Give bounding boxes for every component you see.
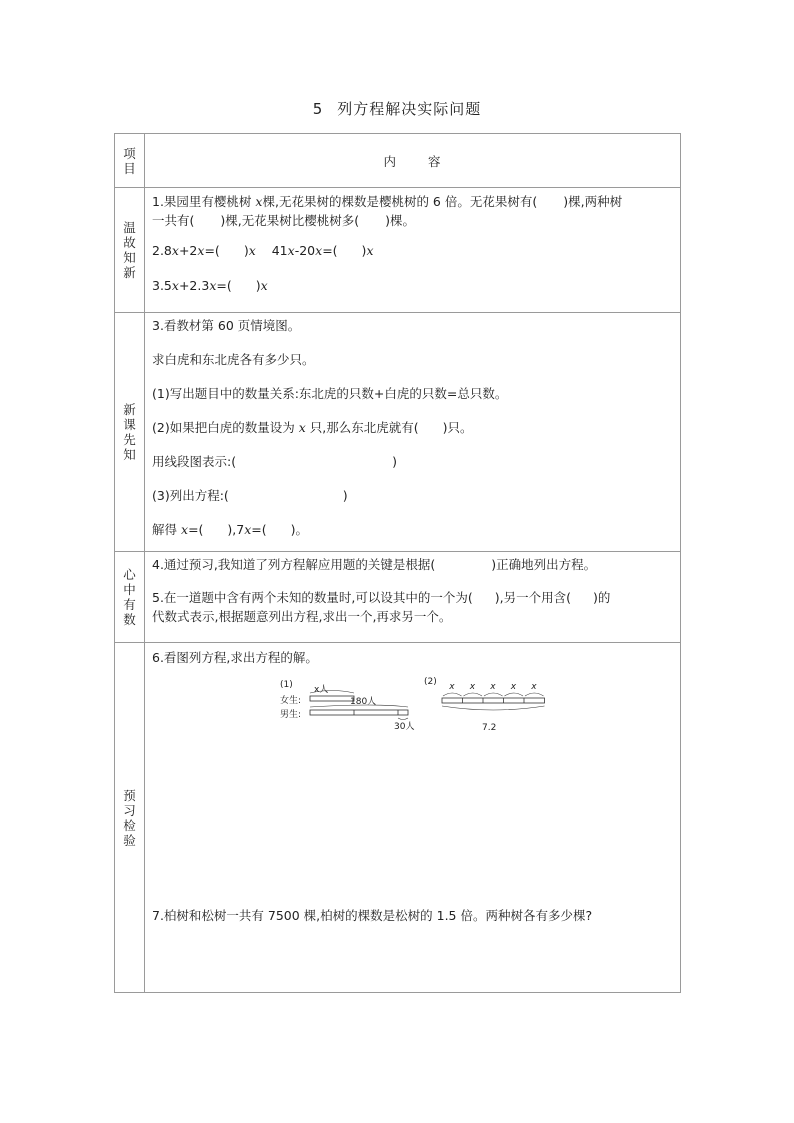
label-char: 课 [123, 417, 136, 432]
q6-text: 6.看图列方程,求出方程的解。 [152, 650, 318, 665]
title-number: 5 [312, 100, 324, 118]
text: 棵,无花果树的棵数是樱桃树的 6 倍。无花果树有( [262, 194, 538, 209]
step1-text: (1)写出题目中的数量关系:东北虎的只数+白虎的只数=总只数。 [152, 386, 508, 401]
text: 一共有( [152, 213, 195, 228]
text: +2.3 [178, 278, 210, 293]
preview-content [145, 313, 681, 552]
q7-text: 7.柏树和松树一共有 7500 棵,柏树的棵数是松树的 1.5 倍。两种树各有多少棵? [152, 908, 593, 923]
title-text: 列方程解决实际问题 [337, 100, 482, 118]
text: 5.在一道题中含有两个未知的数量时,可以设其中的一个为( [152, 590, 473, 605]
text: +2 [178, 243, 198, 258]
q5-line1 [152, 588, 672, 607]
segment-line [152, 452, 672, 471]
review-row [115, 188, 681, 313]
label-char: 习 [123, 802, 136, 818]
text: ),7 [227, 522, 245, 537]
text: ) [342, 488, 348, 503]
text: 3.5 [152, 278, 172, 293]
label-char: 检 [123, 817, 136, 833]
variable: x [287, 243, 295, 258]
segment-x-label: x [490, 682, 496, 692]
label-char: 心 [123, 567, 136, 582]
q5-line2: 代数式表示,根据题意列出方程,求出一个,再求另一个。 [152, 609, 452, 624]
text: 41 [271, 243, 288, 258]
text: ),另一个用含( [494, 590, 572, 605]
q1-line2 [152, 211, 672, 230]
variable: x [181, 522, 189, 537]
text: =( [251, 522, 267, 537]
header-row [115, 134, 681, 188]
label-char: 先 [123, 432, 136, 447]
header-content-char: 容 [428, 153, 441, 169]
text: )棵。 [385, 213, 416, 228]
preview-label [115, 313, 145, 552]
step2-line [152, 418, 672, 437]
variable: x [260, 278, 268, 293]
preview-row [115, 313, 681, 552]
variable: x [171, 243, 179, 258]
text: )棵,无花果树比樱桃树多( [220, 213, 360, 228]
label-char: 验 [123, 832, 136, 848]
segment-x-label: x [531, 682, 537, 692]
header-item-cell [115, 134, 145, 188]
variable: x [248, 243, 256, 258]
check-content [145, 643, 681, 993]
text: 只,那么东北虎就有( [309, 420, 419, 435]
segment-brace [505, 693, 524, 696]
label-char: 预 [123, 787, 136, 803]
page-title [0, 98, 794, 119]
mind-content [145, 552, 681, 643]
boys-bar [310, 710, 408, 715]
segment-brace [525, 693, 544, 696]
check-row [115, 643, 681, 993]
q1-line1 [152, 192, 672, 211]
label-char: 知 [123, 250, 136, 265]
extra-brace [398, 718, 408, 720]
mind-label [115, 552, 145, 643]
text: )正确地列出方程。 [491, 557, 597, 572]
header-content-cell [145, 134, 681, 188]
text: ) [361, 243, 367, 258]
text: -20 [294, 243, 316, 258]
segment-brace [443, 693, 462, 696]
text: )。 [290, 522, 309, 537]
text: =( [216, 278, 232, 293]
text: 用线段图表示:( [152, 454, 237, 469]
segment-brace [464, 693, 483, 696]
text: ) [392, 454, 397, 469]
q6-diagrams [152, 667, 672, 882]
text: )的 [593, 590, 611, 605]
diagram2-total-brace [442, 706, 545, 710]
variable: x [197, 243, 205, 258]
label-char: 故 [123, 235, 136, 250]
mind-row [115, 552, 681, 643]
worksheet-table [114, 133, 681, 993]
variable: x [366, 243, 374, 258]
q4-line [152, 555, 672, 574]
segment-brace [484, 693, 503, 696]
label-char: 数 [123, 612, 136, 627]
total-label: 180人 [350, 697, 377, 707]
text: ) [255, 278, 261, 293]
diagram1-tag: (1) [280, 680, 293, 690]
variable: x [171, 278, 179, 293]
segment-x-label: x [510, 682, 517, 692]
extra-label: 30人 [394, 722, 415, 732]
q3-line [152, 276, 672, 295]
variable: x [209, 278, 217, 293]
segment-x-label: x [449, 682, 455, 692]
label-char: 新 [123, 265, 136, 280]
q2-line [152, 241, 672, 260]
text: 1.果园里有樱桃树 [152, 194, 252, 209]
label-char: 中 [123, 582, 136, 597]
text: 2.8 [152, 243, 172, 258]
text: =( [204, 243, 220, 258]
review-label [115, 188, 145, 313]
diagram2-bar [442, 698, 545, 703]
label-char: 新 [123, 402, 136, 417]
text: (3)列出方程:( [152, 488, 229, 503]
q3-text: 3.看教材第 60 页情境图。 [152, 318, 301, 333]
label-char: 温 [123, 220, 136, 235]
variable: x [298, 420, 306, 435]
text: )只。 [442, 420, 473, 435]
check-label [115, 643, 145, 993]
diagram2-total: 7.2 [482, 723, 497, 733]
variable: x [244, 522, 252, 537]
variable: x [255, 194, 263, 209]
girls-label: 女生: [280, 696, 302, 706]
solve-line [152, 520, 672, 539]
text: (2)如果把白虎的数量设为 [152, 420, 295, 435]
girls-x-label: x人 [314, 685, 329, 695]
review-content [145, 188, 681, 313]
segment-x-label: x [469, 682, 476, 692]
text: =( [322, 243, 338, 258]
ask-text: 求白虎和东北虎各有多少只。 [152, 352, 315, 367]
header-content-char: 内 [383, 153, 396, 169]
variable: x [315, 243, 323, 258]
text: )棵,两种树 [563, 194, 623, 209]
label-char: 有 [123, 597, 136, 612]
boys-label: 男生: [280, 710, 302, 720]
diagram2-group [442, 682, 545, 710]
header-item-char: 项 [123, 145, 136, 161]
step3-line [152, 486, 672, 505]
text: ) [243, 243, 249, 258]
diagram2-tag: (2) [424, 677, 437, 687]
text: 4.通过预习,我知道了列方程解应用题的关键是根据( [152, 557, 436, 572]
header-item-char: 目 [123, 160, 136, 176]
text: 解得 [152, 522, 178, 537]
label-char: 知 [123, 447, 136, 462]
girls-bar [310, 696, 354, 701]
text: =( [188, 522, 204, 537]
segment-diagrams-svg [152, 667, 682, 882]
